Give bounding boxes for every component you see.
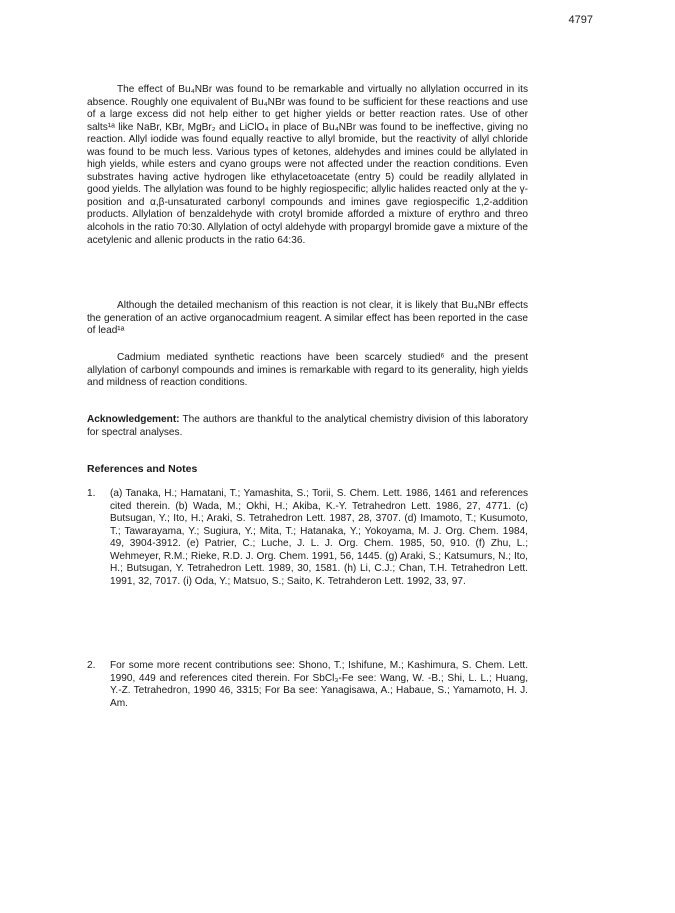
body-paragraph-1 — [87, 84, 528, 247]
reference-number: 2. — [87, 660, 96, 671]
paragraph-text: Cadmium mediated synthetic reactions have been scarcely studied⁶ and the present allylation of carbonyl compounds and imines is remarkable with regard to its generality, high yields and mildness of reaction conditions. — [87, 352, 528, 389]
acknowledgement — [87, 414, 528, 439]
reference-text: For some more recent contributions see: Shono, T.; Ishifune, M.; Kashimura, S. Chem. Lett. 1990, 449 and references cited therein. For SbCl₃-Fe see: Wang, W. -B.; Shi, L. L.; Huang, Y.-Z. Tetrahedron, 1990 46, 3315; For Ba see: Yanagisawa, A.; Habaue, S.; Yamamoto, H. J. Am. — [110, 660, 528, 709]
acknowledgement-text: The authors are thankful to the analytical chemistry division of this laboratory for spectral analyses. — [87, 414, 528, 438]
body-paragraph-3 — [87, 352, 528, 390]
reference-item — [87, 488, 528, 588]
page-number: 4797 — [568, 14, 593, 26]
paragraph-text: The effect of Bu₄NBr was found to be remarkable and virtually no allylation occurred in its absence. Roughly one equivalent of Bu₄NBr was found to be sufficient for these reactions and use of a large excess did not help either to get higher yields or better reaction rates. Use of other salts¹ᵃ like NaBr, KBr, MgBr₂ and LiClO₄ in place of Bu₄NBr was found to be ineffective, giving no reaction. Allyl iodide was found equally reactive to allyl bromide, but the reactivity of allyl chloride was found to be much less. Various types of ketones, aldehydes and imines could be allylated in high yields, while esters and cyano groups were not affected under the reaction conditions. Even substrates having active hydrogen like ethylacetoacetate (entry 5) could be readily allylated in good yields. The allylation was found to be highly regiospecific; allylic halides reacted only at the γ-position and α,β-unsaturated carbonyl compounds and imines gave regiospecific 1,2-addition products. Allylation of benzaldehyde with crotyl bromide afforded a mixture of erythro and threo alcohols in the ratio 70:30. Allylation of octyl aldehyde with propargyl bromide gave a mixture of the acetylenic and allenic products in the ratio 64:36. — [87, 84, 529, 246]
body-paragraph-2 — [87, 300, 528, 338]
acknowledgement-label: Acknowledgement: — [87, 414, 180, 425]
paragraph-text: Although the detailed mechanism of this reaction is not clear, it is likely that Bu₄NBr effects the generation of an active organocadmium reagent. A similar effect has been reported in the case of lead¹ᵃ — [87, 300, 528, 337]
references-heading: References and Notes — [87, 463, 198, 475]
reference-text: (a) Tanaka, H.; Hamatani, T.; Yamashita, S.; Torii, S. Chem. Lett. 1986, 1461 and references cited therein. (b) Wada, M.; Okhi, H.; Akiba, K.-Y. Tetrahedron Lett. 1986, 27, 4771. (c) Butsugan, Y.; Ito, H.; Araki, S. Tetrahedron Lett. 1987, 28, 3707. (d) Imamoto, T.; Kusumoto, T.; Tawarayama, Y.; Sugiura, Y.; Mita, T.; Hatanaka, Y.; Yokoyama, M. J. Org. Chem. 1984, 49, 3904-3912. (e) Patrier, C.; Luche, J. L. J. Org. Chem. 1985, 50, 910. (f) Zhu, L.; Wehmeyer, R.M.; Rieke, R.D. J. Org. Chem. 1991, 56, 1445. (g) Araki, S.; Katsumurs, N.; Ito, H.; Butsugan, Y. Tetrahedron Lett. 1989, 30, 1581. (h) Li, C.J.; Chan, T.H. Tetrahedron Lett. 1991, 32, 7017. (i) Oda, Y.; Matsuo, S.; Saito, K. Tetrahderon Lett. 1992, 33, 97. — [110, 488, 528, 587]
reference-item — [87, 660, 528, 710]
reference-number: 1. — [87, 488, 96, 499]
